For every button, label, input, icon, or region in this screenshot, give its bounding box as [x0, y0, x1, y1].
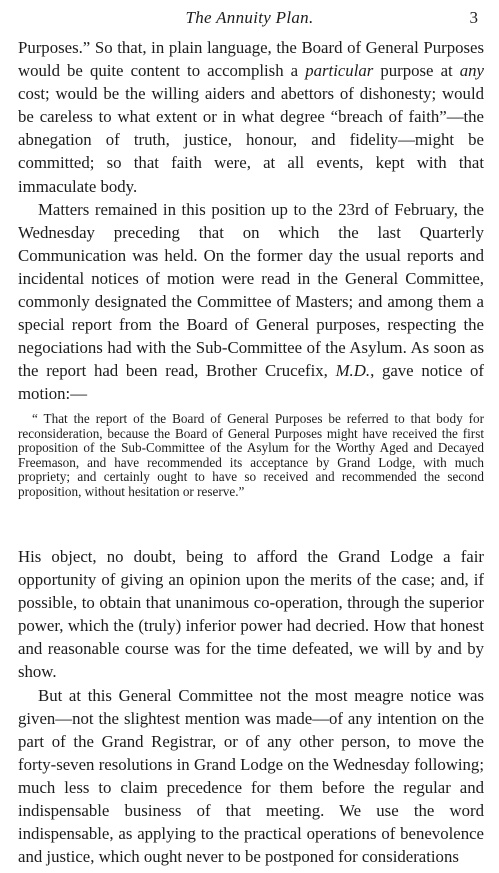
- running-title: The Annuity Plan.: [185, 8, 314, 27]
- quoted-motion: [18, 412, 484, 500]
- paragraph-4: But at this General Committee not the most meagre notice was given—not the slightest mention was made—of any intention on the part of the Grand Registrar, or of any other person, to move the forty-seven resolutions in Grand Lodge on the Wednesday following; much less to claim precedence for them before the regular and indispensable business of that meeting. We use the word indispensable, as applying to the practical operations of benevolence and justice, which ought never to be postponed for considerations: [18, 685, 484, 867]
- main-text-lower: [18, 545, 484, 868]
- paragraph-2: Matters remained in this position up to the 23rd of February, the Wednesday preceding that on which the last Quarterly Communication was held. On the former day the usual reports and incidental notices of motion were read in the General Committee, commonly designated the Committee of Masters; and among them a special report from the Board of General purposes, respecting the negociations had with the Sub-Committee of the Asylum. As soon as the report had been read, Brother Crucefix, M.D., gave notice of motion:—: [18, 199, 484, 404]
- running-header: [0, 8, 499, 32]
- paragraph-1: Purposes.” So that, in plain language, the Board of General Purposes would be quite content to accomplish a particular purpose at any cost; would be the willing aiders and abettors of dishonesty; would be careless to what extent or in what degree “breach of faith”—the abnegation of truth, justice, honour, and fidelity—might be committed; so that faith were, at all events, kept with that immaculate body.: [18, 38, 484, 196]
- page-number: 3: [469, 8, 478, 27]
- quote-text: “ That the report of the Board of General Purposes be referred to that body for reconsideration, because the Board of General Purposes might have received the first proposition of the Sub-Committee of the Asylum for the Worthy Aged and Decayed Freemason, and have recommended its acceptance by Grand Lodge, with much propriety; and certainly ought to have so received and recommended the second proposition, without hesitation or reserve.”: [18, 411, 484, 499]
- paragraph-3: His object, no doubt, being to afford the Grand Lodge a fair opportunity of giving an opinion upon the merits of the case; and, if possible, to obtain that unanimous co-operation, through the superior power, which the (truly) inferior power had decried. How that honest and reasonable course was for the time defeated, we will by and by show.: [18, 547, 484, 682]
- main-text-upper: [18, 36, 484, 406]
